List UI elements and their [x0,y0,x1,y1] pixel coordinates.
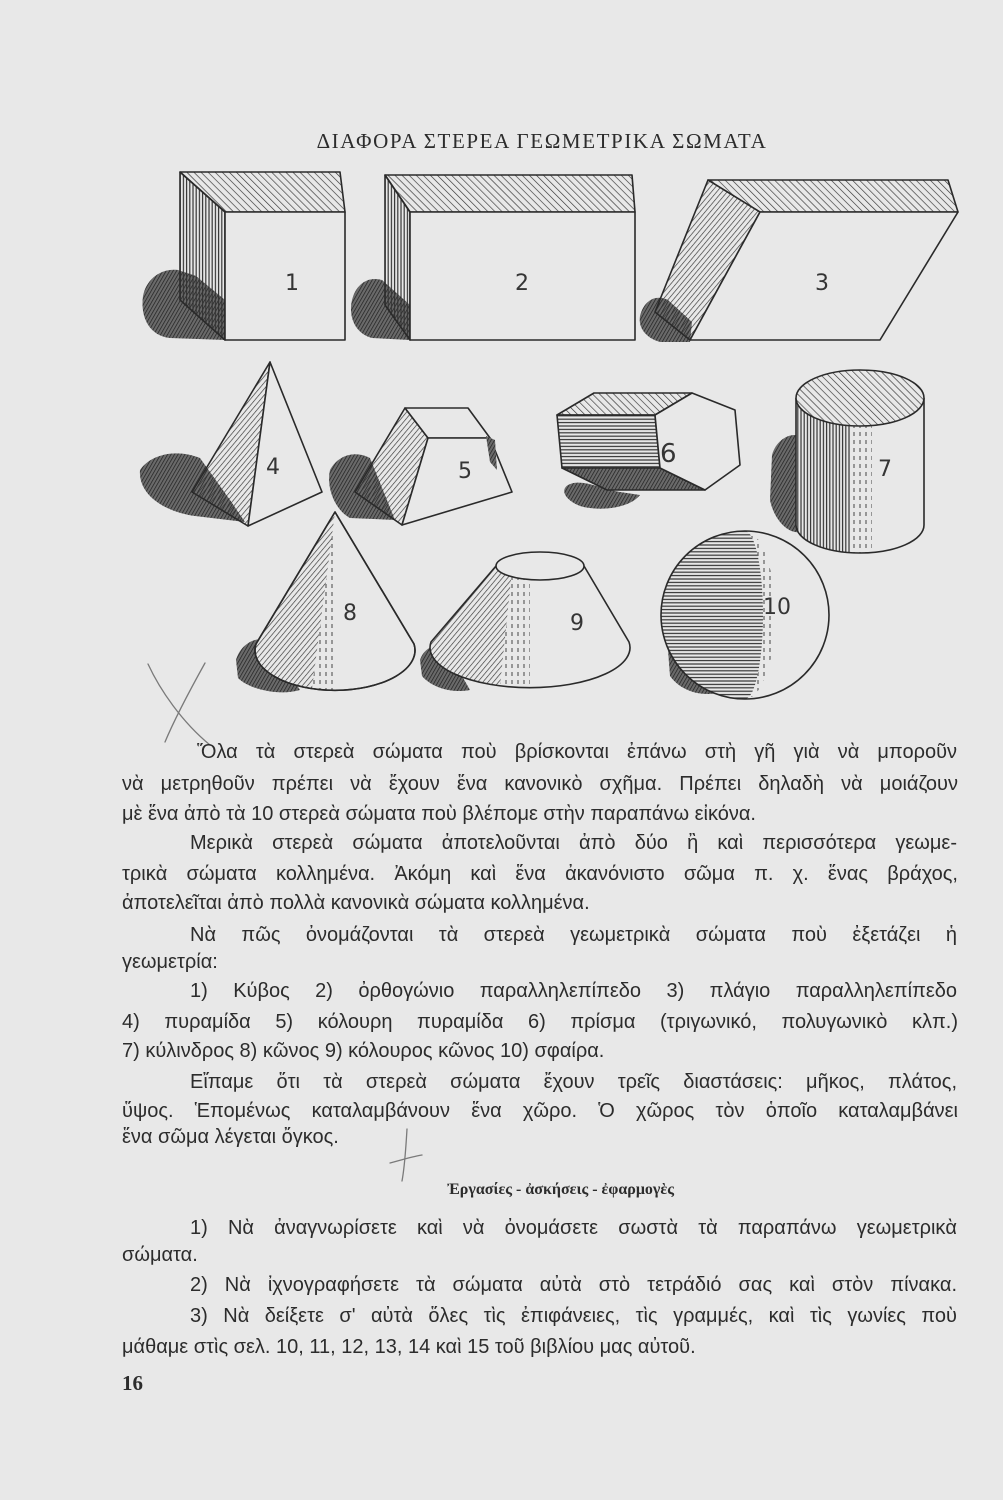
body-line: νὰ μετρηθοῦν πρέπει νὰ ἔχουν ἕνα κανονικὸ σχῆμα. Πρέπει δηλαδὴ νὰ μοιάζουν [122,773,958,795]
solids-list-line: 4) πυραμίδα 5) κόλουρη πυραμίδα 6) πρίσμα (τριγωνικό, πολυγωνικὸ κλπ.) [122,1011,958,1033]
truncated-cone-top [496,552,584,580]
label-4: 4 [266,455,280,480]
handwritten-x-mark [148,663,210,745]
solid-1-cube [142,172,345,340]
exercise-line: 3) Νὰ δείξετε σ' αὐτὰ ὅλες τὶς ἐπιφάνειες, τὶς γραμμές, καὶ τὶς γωνίες ποὺ [190,1305,957,1327]
label-5: 5 [458,459,472,484]
solids-list-line: 7) κύλινδρος 8) κῶνος 9) κόλουρος κῶνος 10) σφαίρα. [122,1040,605,1062]
box-top-face [385,175,635,212]
solids-list-line: 1) Κύβος 2) ὀρθογώνιο παραλληλεπίπεδο 3) πλάγιο παραλληλεπίπεδο [190,980,957,1002]
body-line: Ὅλα τὰ στερεὰ σώματα ποὺ βρίσκονται ἐπάνω στὴ γῆ γιὰ νὰ μποροῦν [197,741,957,763]
exercise-line: μάθαμε στὶς σελ. 10, 11, 12, 13, 14 καὶ 15 τοῦ βιβλίου μας αὐτοῦ. [122,1336,696,1358]
cylinder-top-hatch [796,370,924,426]
page-number: 16 [122,1371,143,1395]
label-6: 6 [660,439,677,469]
body-line: Εἴπαμε ὅτι τὰ στερεὰ σώματα ἔχουν τρεῖς διαστάσεις: μῆκος, πλάτος, [190,1071,957,1093]
solid-7-cylinder [770,370,924,553]
solid-10-sphere [661,531,829,699]
body-line: ὕψος. Ἑπομένως καταλαμβάνουν ἕνα χῶρο. Ὁ χῶρος τὸν ὁποῖο καταλαμβάνει [122,1100,958,1122]
label-8: 8 [343,601,357,626]
label-7: 7 [878,457,892,482]
label-10: 10 [763,595,791,620]
solid-6-hexagonal-prism [557,393,740,509]
exercise-line: σώματα. [122,1244,198,1266]
exercises-heading: Ἐργασίες - ἀσκήσεις - ἐφαρμογὲς [446,1181,674,1198]
solid-3-oblique-parallelepiped [640,180,958,342]
label-1: 1 [285,271,299,296]
solid-9-truncated-cone [420,552,630,691]
exercise-line: 1) Νὰ ἀναγνωρίσετε καὶ νὰ ὀνομάσετε σωστὰ τὰ παραπάνω γεωμετρικὰ [190,1217,957,1239]
body-line: μὲ ἕνα ἀπὸ τὰ 10 στερεὰ σώματα ποὺ βλέπομε στὴν παραπάνω εἰκόνα. [122,803,756,825]
solid-2-rectangular-box [351,175,635,340]
label-3: 3 [815,271,829,296]
body-line: γεωμετρία: [122,951,218,973]
handwritten-plus-mark [380,1125,430,1185]
exercise-line: 2) Νὰ ἰχνογραφήσετε τὰ σώματα αὐτὰ στὸ τετράδιό σας καὶ στὸν πίνακα. [190,1274,957,1296]
label-9: 9 [570,611,584,636]
solid-5-truncated-pyramid [329,408,512,525]
prism-front-upper-face [557,415,660,468]
solid-8-cone [236,512,415,692]
body-line: ἕνα σῶμα λέγεται ὄγκος. [122,1126,339,1148]
body-line: Νὰ πῶς ὀνομάζονται τὰ στερεὰ γεωμετρικὰ σώματα ποὺ ἐξετάζει ἡ [190,924,957,946]
body-line: τρικὰ σώματα κολλημένα. Ἀκόμη καὶ ἕνα ἀκανόνιστο σῶμα π. χ. ἕνας βράχος, [122,863,958,885]
solid-4-pyramid [140,362,322,526]
page-title: ΔΙΑΦΟΡΑ ΣΤΕΡΕΑ ΓΕΩΜΕΤΡΙΚΑ ΣΩΜΑΤΑ [316,129,768,153]
body-line: Μερικὰ στερεὰ σώματα ἀποτελοῦνται ἀπὸ δύο ἢ καὶ περισσότερα γεωμε- [190,832,957,854]
body-line: ἀποτελεῖται ἀπὸ πολλὰ κανονικὰ σώματα κολλημένα. [122,892,590,914]
label-2: 2 [515,271,529,296]
